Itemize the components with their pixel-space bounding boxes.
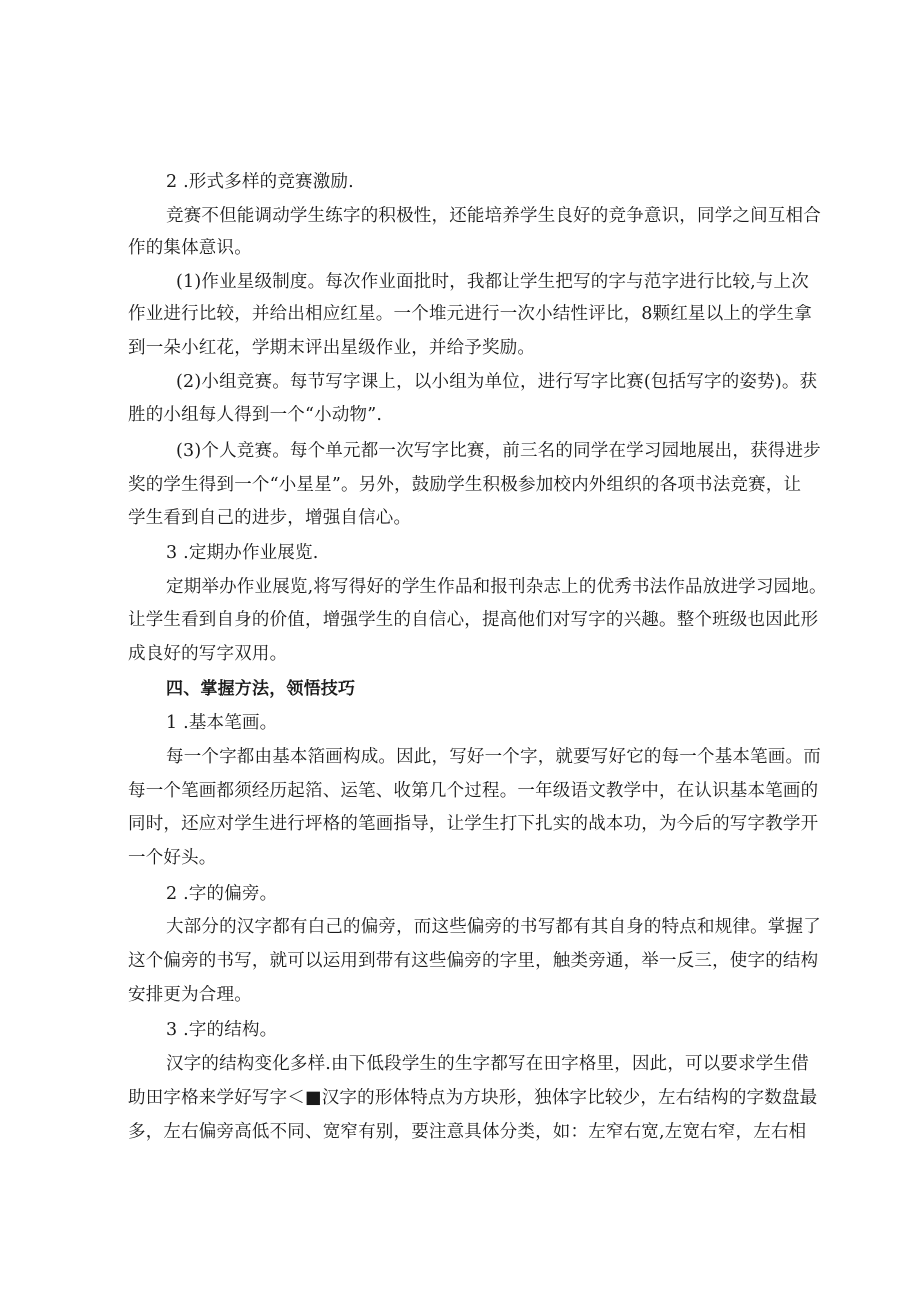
paragraph-line: 成良好的写字双用。 — [128, 644, 288, 664]
paragraph-line: 安排更为合理。 — [128, 985, 252, 1005]
paragraph-line: (3)个人竞赛。每个单元都一次写字比赛，前三名的同学在学习园地展出，获得进步 — [176, 441, 821, 461]
chapter-heading: 四、掌握方法，领悟技巧 — [166, 679, 356, 699]
section-heading-structure: 3 .字的结构。 — [166, 1020, 278, 1040]
paragraph-line: 一个好头。 — [128, 848, 217, 868]
paragraph-line: 作业进行比较，并给出相应红星。一个堆元进行一次小结性评比，8颗红星以上的学生拿 — [128, 304, 812, 324]
section-heading-strokes: 1 .基本笔画。 — [166, 713, 278, 733]
paragraph-line: 多，左右偏旁高低不同、宽窄有别，要注意具体分类，如：左窄右宽,左宽右窄，左右相 — [128, 1122, 807, 1142]
paragraph-line: 大部分的汉字都有白己的偏旁，而这些偏旁的书写都有其自身的特点和规律。掌握了 — [166, 917, 821, 937]
paragraph-line: 竞赛不但能调动学生练字的积极性，还能培养学生良好的竞争意识，同学之间互相合 — [166, 206, 821, 226]
paragraph-line: 奖的学生得到一个“小星星”。另外，鼓励学生积极参加校内外组织的各项书法竞赛，让 — [128, 475, 802, 495]
paragraph-line: (2)小组竞赛。每节写字课上，以小组为单位，进行写字比赛(包括写字的姿势)。获 — [176, 372, 818, 392]
paragraph-line: 这个偏旁的书写，就可以运用到带有这些偏旁的字里，触类旁通，举一反三，使字的结构 — [128, 951, 819, 971]
paragraph-line: 作的集体意识。 — [128, 238, 252, 258]
section-heading-radicals: 2 .字的偏旁。 — [166, 884, 278, 904]
paragraph-line: 到一朵小红花，学期末评出星级作业，并给予奖励。 — [128, 338, 536, 358]
paragraph-line: 同时，还应对学生进行坪格的笔画指导，让学生打下扎实的战本功，为今后的写字教学开 — [128, 814, 819, 834]
paragraph-line: 胜的小组每人得到一个“小动物”. — [128, 405, 383, 425]
paragraph-line: 学生看到自己的进步，增强自信心。 — [128, 508, 412, 528]
paragraph-line: 每一个笔画都须经历起箔、运笔、收第几个过程。一年级语文教学中，在认识基本笔画的 — [128, 781, 819, 801]
section-heading-exhibition: 3 .定期办作业展览. — [166, 543, 319, 563]
paragraph-line: 每一个字都由基本箔画构成。因此，写好一个字，就要写好它的每一个基本笔画。而 — [166, 747, 821, 767]
section-heading-competition: 2 .形式多样的竞赛激励. — [166, 172, 354, 192]
paragraph-line: 汉字的结构变化多样.由下低段学生的生字都写在田字格里，因此，可以要求学生借 — [166, 1054, 809, 1074]
paragraph-line: 定期举办作业展览,将写得好的学生作品和报刊杂志上的优秀书法作品放进学习园地。 — [166, 577, 827, 597]
paragraph-line: (1)作业星级制度。每次作业面批时，我都让学生把写的字与范字进行比较,与上次 — [176, 272, 809, 292]
paragraph-line: 助田字格来学好写字＜■汉字的形体特点为方块形，独体字比较少，左右结构的字数盘最 — [128, 1088, 818, 1108]
paragraph-line: 让学生看到自身的价值，增强学生的自信心，提高他们对写字的兴趣。整个班级也因此形 — [128, 610, 819, 630]
